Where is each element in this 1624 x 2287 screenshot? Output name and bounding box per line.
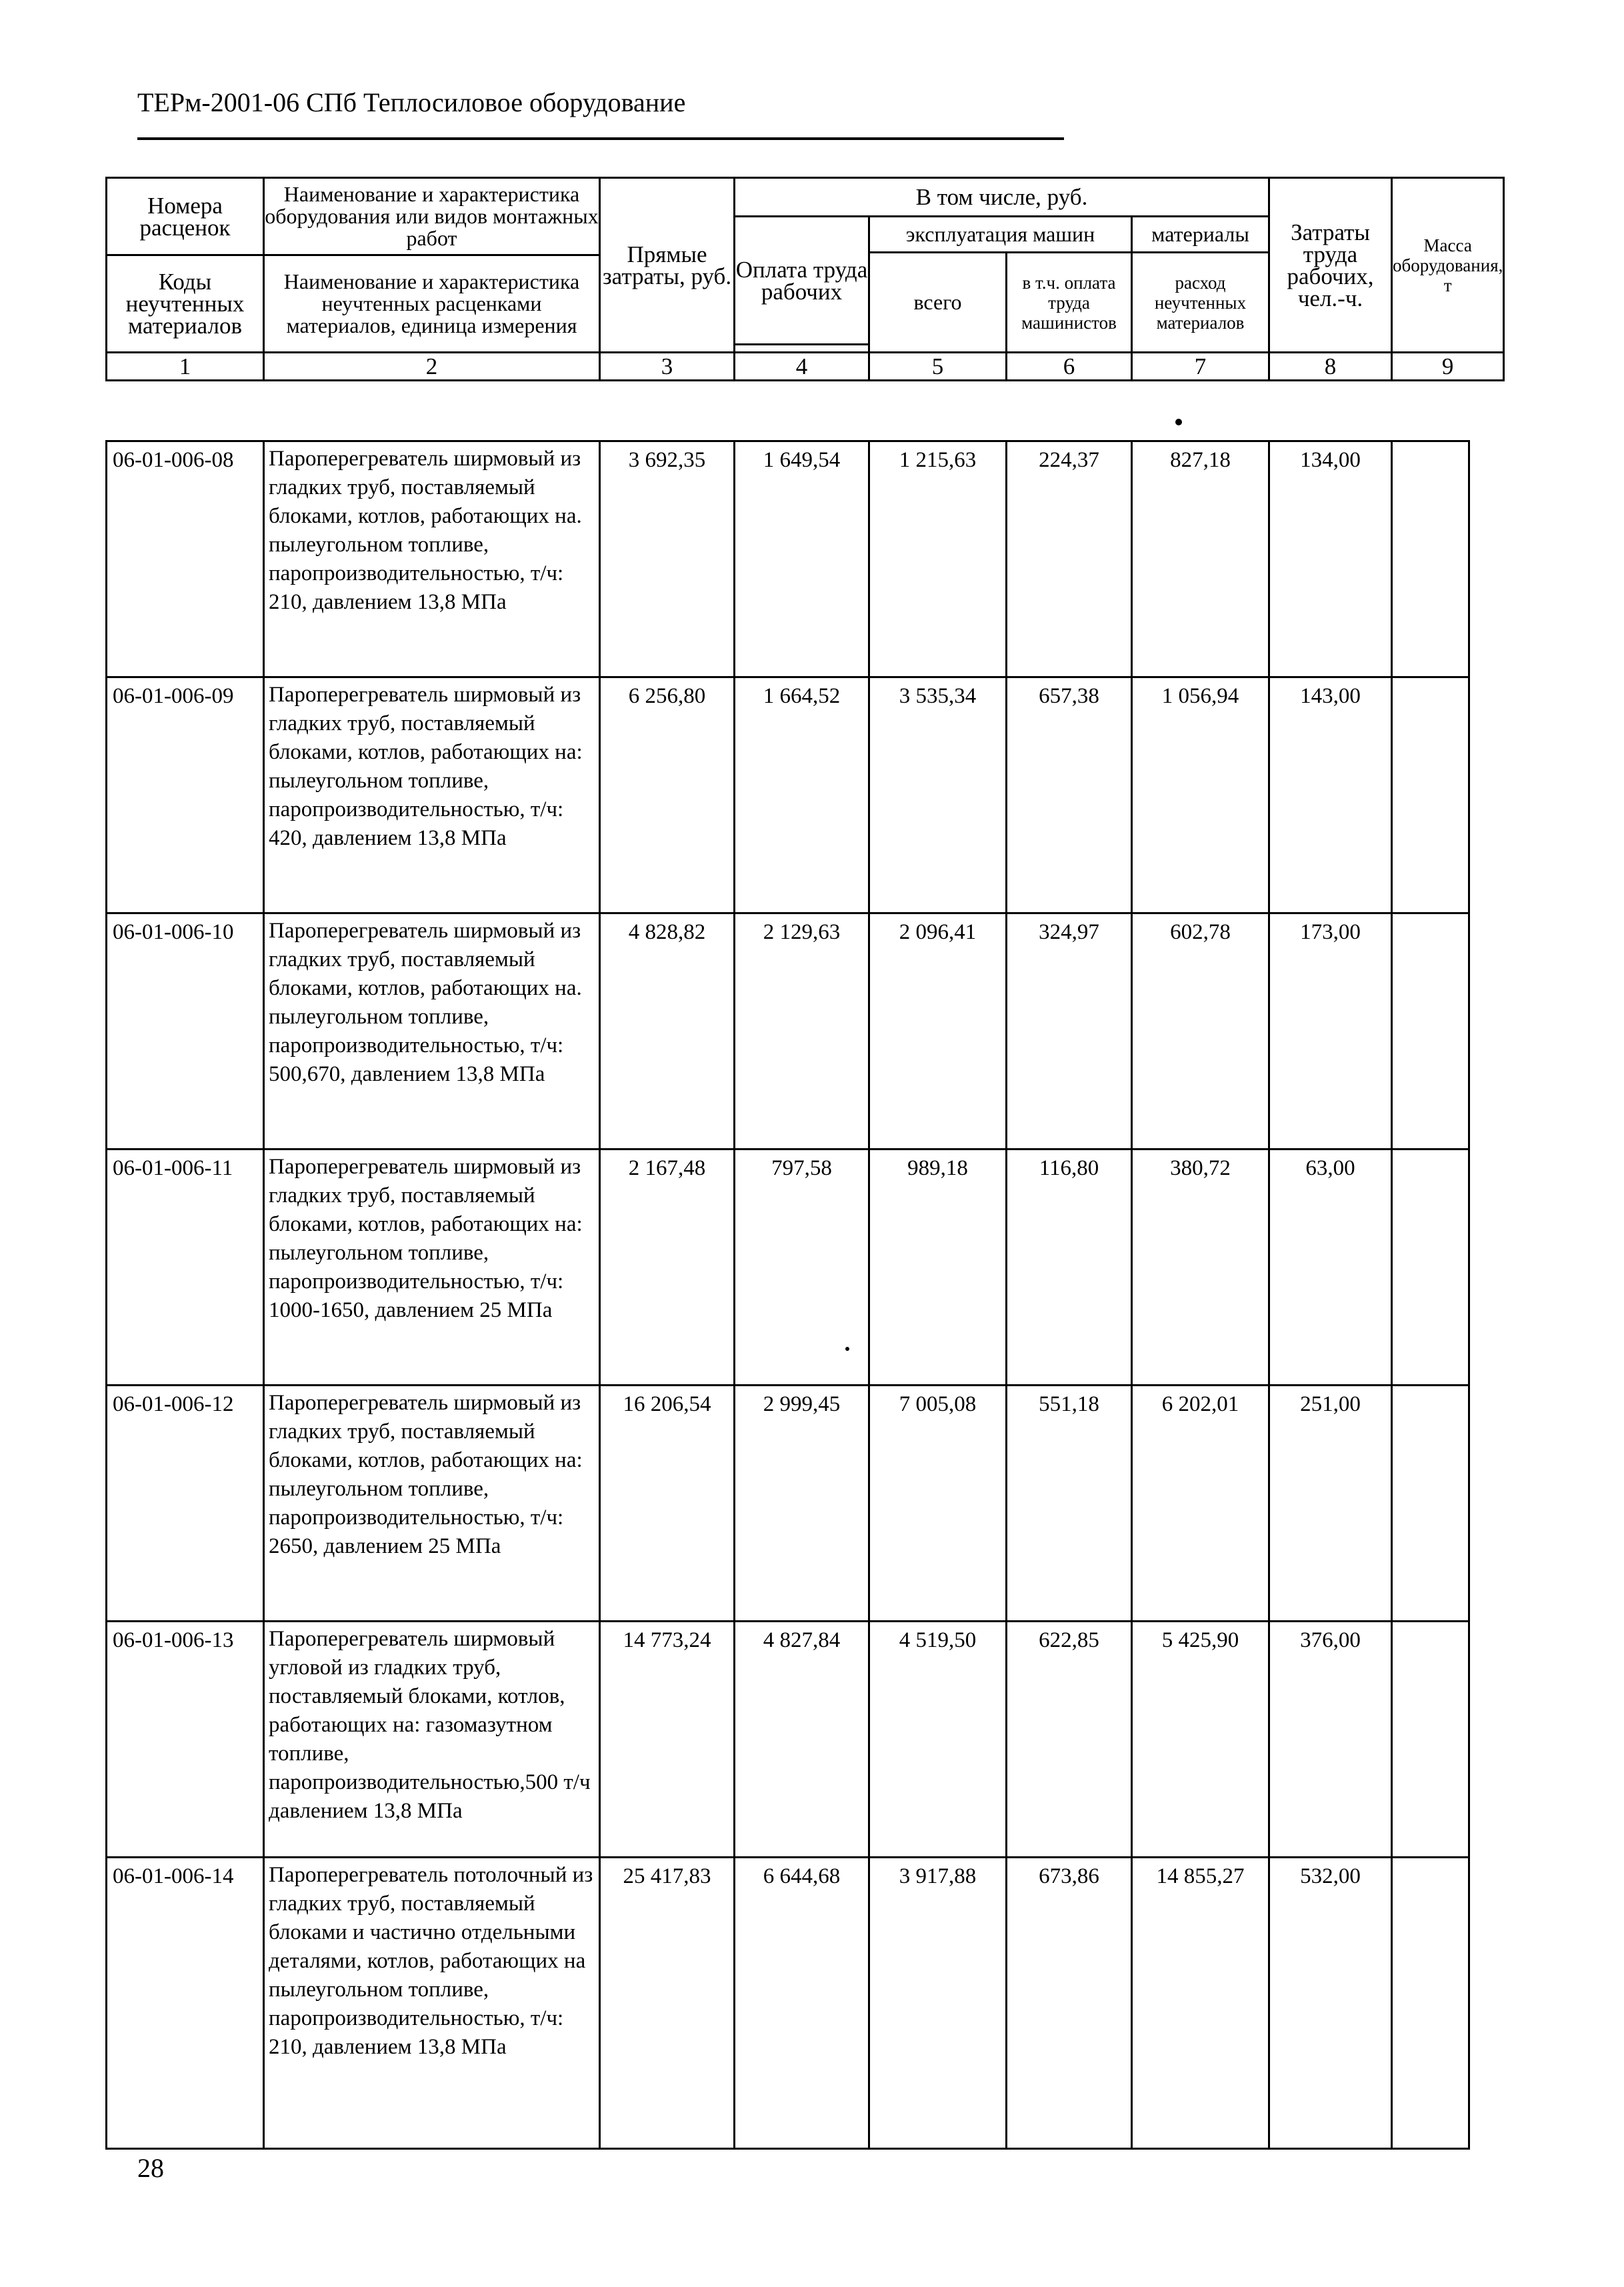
header-including: В том числе, руб. [735,178,1269,217]
direct-costs: 16 206,54 [600,1386,735,1622]
work-description: Пароперегреватель ширмовый из гладких труб, поставляемый блоками, котлов, работающих на. пылеугольном топливе, паропроизводительностью, т/ч: 500,670, давлением 13,8 МПа [264,913,600,1150]
column-number: 6 [1007,353,1132,381]
header-work-name: Наименование и характеристика оборудования или видов монтажных работ [264,178,600,255]
header-material-codes: Коды неучтенных материалов [107,255,264,353]
rate-code: 06-01-006-10 [107,913,264,1150]
column-number: 3 [600,353,735,381]
materials-cost: 380,72 [1132,1150,1269,1386]
header-machinist-pay: в т.ч. оплата труда машинистов [1007,253,1132,353]
labor-pay: 1 649,54 [735,441,869,677]
materials-cost: 14 855,27 [1132,1858,1269,2149]
direct-costs: 14 773,24 [600,1622,735,1858]
labor-pay: 2 129,63 [735,913,869,1150]
rate-code: 06-01-006-08 [107,441,264,677]
header-labor-hours: Затраты труда рабочих, чел.-ч. [1269,178,1392,353]
labor-hours: 143,00 [1269,677,1392,913]
materials-cost: 602,78 [1132,913,1269,1150]
header-material-name: Наименование и характеристика неучтенных расценками материалов, единица измерения [264,255,600,353]
equipment-mass [1392,913,1469,1150]
table-row [107,677,1469,913]
header-materials: материалы [1132,217,1269,253]
column-number: 7 [1132,353,1269,381]
labor-hours: 532,00 [1269,1858,1392,2149]
work-description: Пароперегреватель потолочный из гладких труб, поставляемый блоками и частично отдельными деталями, котлов, работающих на пылеугольном топливе, паропроизводительностью, т/ч: 210, давлением 13,8 МПа [264,1858,600,2149]
labor-pay: 797,58 [735,1150,869,1386]
rate-code: 06-01-006-11 [107,1150,264,1386]
machinist-pay: 622,85 [1007,1622,1132,1858]
header-labor-pay: Оплата труда рабочих [735,217,869,345]
column-number: 2 [264,353,600,381]
machines-total: 4 519,50 [869,1622,1007,1858]
direct-costs: 6 256,80 [600,677,735,913]
table-row [107,1150,1469,1386]
equipment-mass [1392,441,1469,677]
labor-hours: 376,00 [1269,1622,1392,1858]
equipment-mass [1392,1386,1469,1622]
table-row [107,441,1469,677]
scan-speck [1175,419,1182,425]
direct-costs: 2 167,48 [600,1150,735,1386]
direct-costs: 3 692,35 [600,441,735,677]
work-description: Пароперегреватель ширмовый из гладких труб, поставляемый блоками, котлов, работающих на: пылеугольном топливе, паропроизводительностью, т/ч: 1000-1650, давлением 25 МПа [264,1150,600,1386]
table-row [107,913,1469,1150]
materials-cost: 827,18 [1132,441,1269,677]
labor-pay: 4 827,84 [735,1622,869,1858]
header-direct-costs: Прямые затраты, руб. [600,178,735,353]
header-equipment-mass: Масса оборудования, т [1392,178,1504,353]
machinist-pay: 657,38 [1007,677,1132,913]
labor-pay: 1 664,52 [735,677,869,913]
machines-total: 3 917,88 [869,1858,1007,2149]
equipment-mass [1392,1858,1469,2149]
labor-pay: 6 644,68 [735,1858,869,2149]
work-description: Пароперегреватель ширмовый из гладких труб, поставляемый блоками, котлов, работающих на. пылеугольном топливе, паропроизводительностью, т/ч: 210, давлением 13,8 МПа [264,441,600,677]
rate-code: 06-01-006-09 [107,677,264,913]
equipment-mass [1392,1622,1469,1858]
labor-hours: 63,00 [1269,1150,1392,1386]
labor-hours: 134,00 [1269,441,1392,677]
machines-total: 989,18 [869,1150,1007,1386]
materials-cost: 1 056,94 [1132,677,1269,913]
machines-total: 3 535,34 [869,677,1007,913]
column-number: 9 [1392,353,1504,381]
rate-code: 06-01-006-14 [107,1858,264,2149]
machinist-pay: 324,97 [1007,913,1132,1150]
equipment-mass [1392,1150,1469,1386]
header-machine-operation: эксплуатация машин [869,217,1132,253]
table-header [105,177,1505,381]
document-title: ТЕРм-2001-06 СПб Теплосиловое оборудование [137,87,686,117]
rate-code: 06-01-006-13 [107,1622,264,1858]
rate-code: 06-01-006-12 [107,1386,264,1622]
machinist-pay: 224,37 [1007,441,1132,677]
machines-total: 2 096,41 [869,913,1007,1150]
work-description: Пароперегреватель ширмовый из гладких труб, поставляемый блоками, котлов, работающих на: пылеугольном топливе, паропроизводительностью, т/ч: 420, давлением 13,8 МПа [264,677,600,913]
direct-costs: 4 828,82 [600,913,735,1150]
labor-hours: 173,00 [1269,913,1392,1150]
work-description: Пароперегреватель ширмовый из гладких труб, поставляемый блоками, котлов, работающих на: пылеугольном топливе, паропроизводительностью, т/ч: 2650, давлением 25 МПа [264,1386,600,1622]
table-row [107,1622,1469,1858]
page-number: 28 [137,2153,164,2183]
machines-total: 7 005,08 [869,1386,1007,1622]
equipment-mass [1392,677,1469,913]
header-rate-numbers: Номера расценок [107,178,264,255]
column-number: 5 [869,353,1007,381]
materials-cost: 5 425,90 [1132,1622,1269,1858]
rates-table [105,440,1470,2150]
materials-cost: 6 202,01 [1132,1386,1269,1622]
machinist-pay: 116,80 [1007,1150,1132,1386]
labor-pay: 2 999,45 [735,1386,869,1622]
column-number: 4 [735,353,869,381]
header-unaccounted-materials: расход неучтенных материалов [1132,253,1269,353]
column-number: 8 [1269,353,1392,381]
table-row [107,1386,1469,1622]
machinist-pay: 551,18 [1007,1386,1132,1622]
direct-costs: 25 417,83 [600,1858,735,2149]
labor-hours: 251,00 [1269,1386,1392,1622]
header-machines-total: всего [869,253,1007,353]
machinist-pay: 673,86 [1007,1858,1132,2149]
table-row [107,1858,1469,2149]
machines-total: 1 215,63 [869,441,1007,677]
scan-speck [845,1347,849,1351]
title-underline [137,137,1064,140]
work-description: Пароперегреватель ширмовый угловой из гладких труб, поставляемый блоками, котлов, работающих на: газомазутном топливе, паропроизводительностью,500 т/ч давлением 13,8 МПа [264,1622,600,1858]
column-number: 1 [107,353,264,381]
